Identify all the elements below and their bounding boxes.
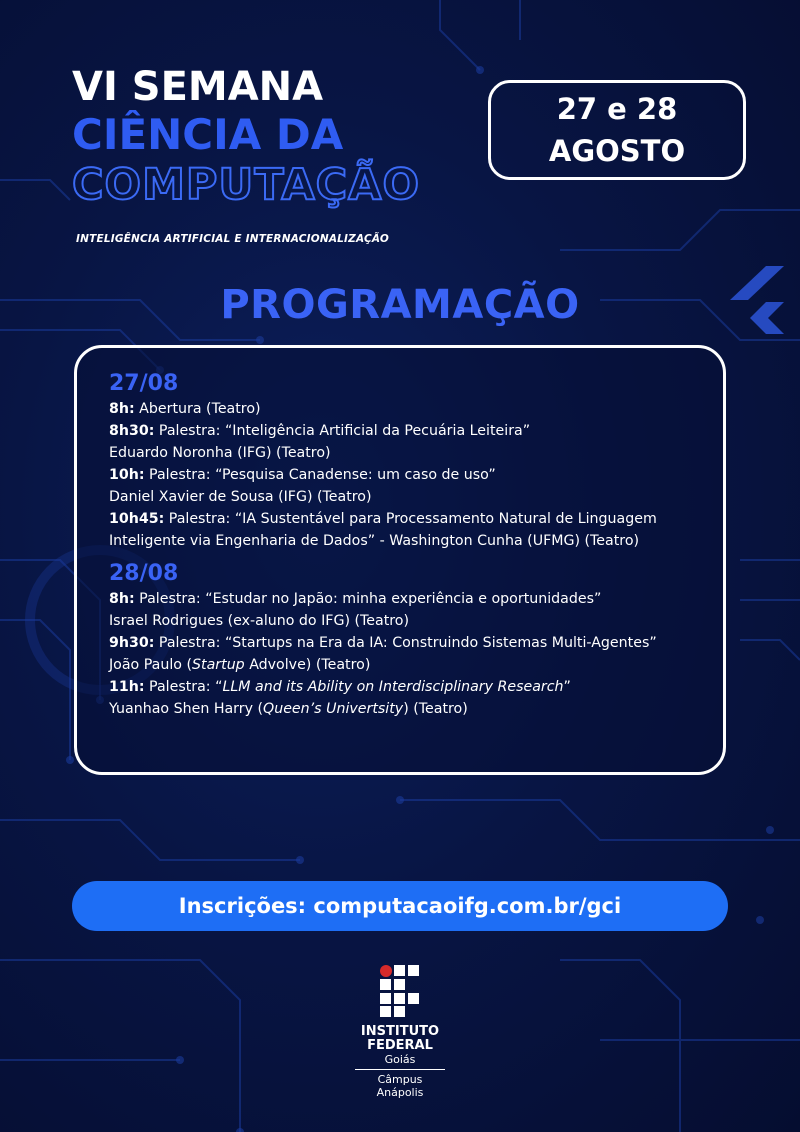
title-line-2: CIÊNCIA DA — [72, 110, 344, 159]
event-line — [109, 508, 723, 530]
event-time: 11h: — [109, 679, 145, 695]
event-time: 10h: — [109, 467, 145, 483]
event-line — [109, 588, 723, 610]
event-speaker — [109, 654, 723, 676]
logo-divider — [355, 1069, 445, 1070]
institute-logo — [340, 965, 460, 1099]
event-time: 8h30: — [109, 423, 155, 439]
section-title: PROGRAMAÇÃO — [220, 282, 580, 328]
event-subtitle: INTELIGÊNCIA ARTIFICIAL E INTERNACIONALIZAÇÃO — [76, 233, 390, 245]
event-line — [109, 398, 723, 420]
event-speaker — [109, 698, 723, 720]
day-block — [109, 370, 723, 552]
logo-state: Goiás — [384, 1053, 416, 1066]
event-title-emphasis: LLM and its Ability on Interdisciplinary Research — [222, 679, 564, 695]
date-box — [488, 80, 746, 180]
speaker-text: Advolve) (Teatro) — [244, 657, 371, 673]
event-title: Palestra: “ — [144, 679, 223, 695]
if-logo-icon — [380, 965, 420, 1017]
logo-campus-line-2: Anápolis — [376, 1086, 424, 1099]
event-speaker: Inteligente via Engenharia de Dados” - Washington Cunha (UFMG) (Teatro) — [109, 533, 640, 549]
event-line — [109, 464, 723, 486]
event-title: Palestra: “Estudar no Japão: minha experiência e oportunidades” — [134, 591, 602, 607]
speaker-text: João Paulo ( — [109, 657, 193, 673]
event-title: Palestra: “IA Sustentável para Processamento Natural de Linguagem — [164, 511, 657, 527]
event-title: Palestra: “Pesquisa Canadense: um caso de uso” — [144, 467, 496, 483]
logo-campus-line-1: Câmpus — [377, 1073, 423, 1086]
logo-name-line-2: FEDERAL — [367, 1038, 433, 1053]
event-speaker: Israel Rodrigues (ex-aluno do IFG) (Teatro) — [109, 613, 410, 629]
logo-name-line-1: INSTITUTO — [360, 1024, 440, 1039]
event-title-end: ” — [563, 679, 571, 695]
event-title: Palestra: “Startups na Era da IA: Construindo Sistemas Multi-Agentes” — [154, 635, 657, 651]
speaker-emphasis: Queen’s Univertsity — [263, 701, 404, 717]
registration-button[interactable]: Inscrições: computacaoifg.com.br/gci — [72, 881, 728, 931]
event-time: 8h: — [109, 401, 135, 417]
event-line — [109, 632, 723, 654]
speaker-text: ) (Teatro) — [403, 701, 468, 717]
date-days: 27 e 28 — [556, 92, 678, 126]
speaker-text: Yuanhao Shen Harry ( — [109, 701, 264, 717]
day-block — [109, 560, 723, 720]
event-speaker: Eduardo Noronha (IFG) (Teatro) — [109, 445, 331, 461]
event-time: 10h45: — [109, 511, 165, 527]
day-title: 28/08 — [109, 561, 179, 586]
event-title: Abertura (Teatro) — [134, 401, 261, 417]
event-line — [109, 420, 723, 442]
event-speaker: Daniel Xavier de Sousa (IFG) (Teatro) — [109, 489, 372, 505]
title-line-3: COMPUTAÇÃO — [72, 160, 420, 210]
date-month: AGOSTO — [548, 134, 686, 168]
event-title: Palestra: “Inteligência Artificial da Pecuária Leiteira” — [154, 423, 531, 439]
schedule-box — [74, 345, 726, 775]
day-title: 27/08 — [109, 371, 179, 396]
speaker-emphasis: Startup — [192, 657, 245, 673]
event-line — [109, 676, 723, 698]
event-time: 9h30: — [109, 635, 155, 651]
title-line-1: VI SEMANA — [72, 64, 324, 110]
event-time: 8h: — [109, 591, 135, 607]
